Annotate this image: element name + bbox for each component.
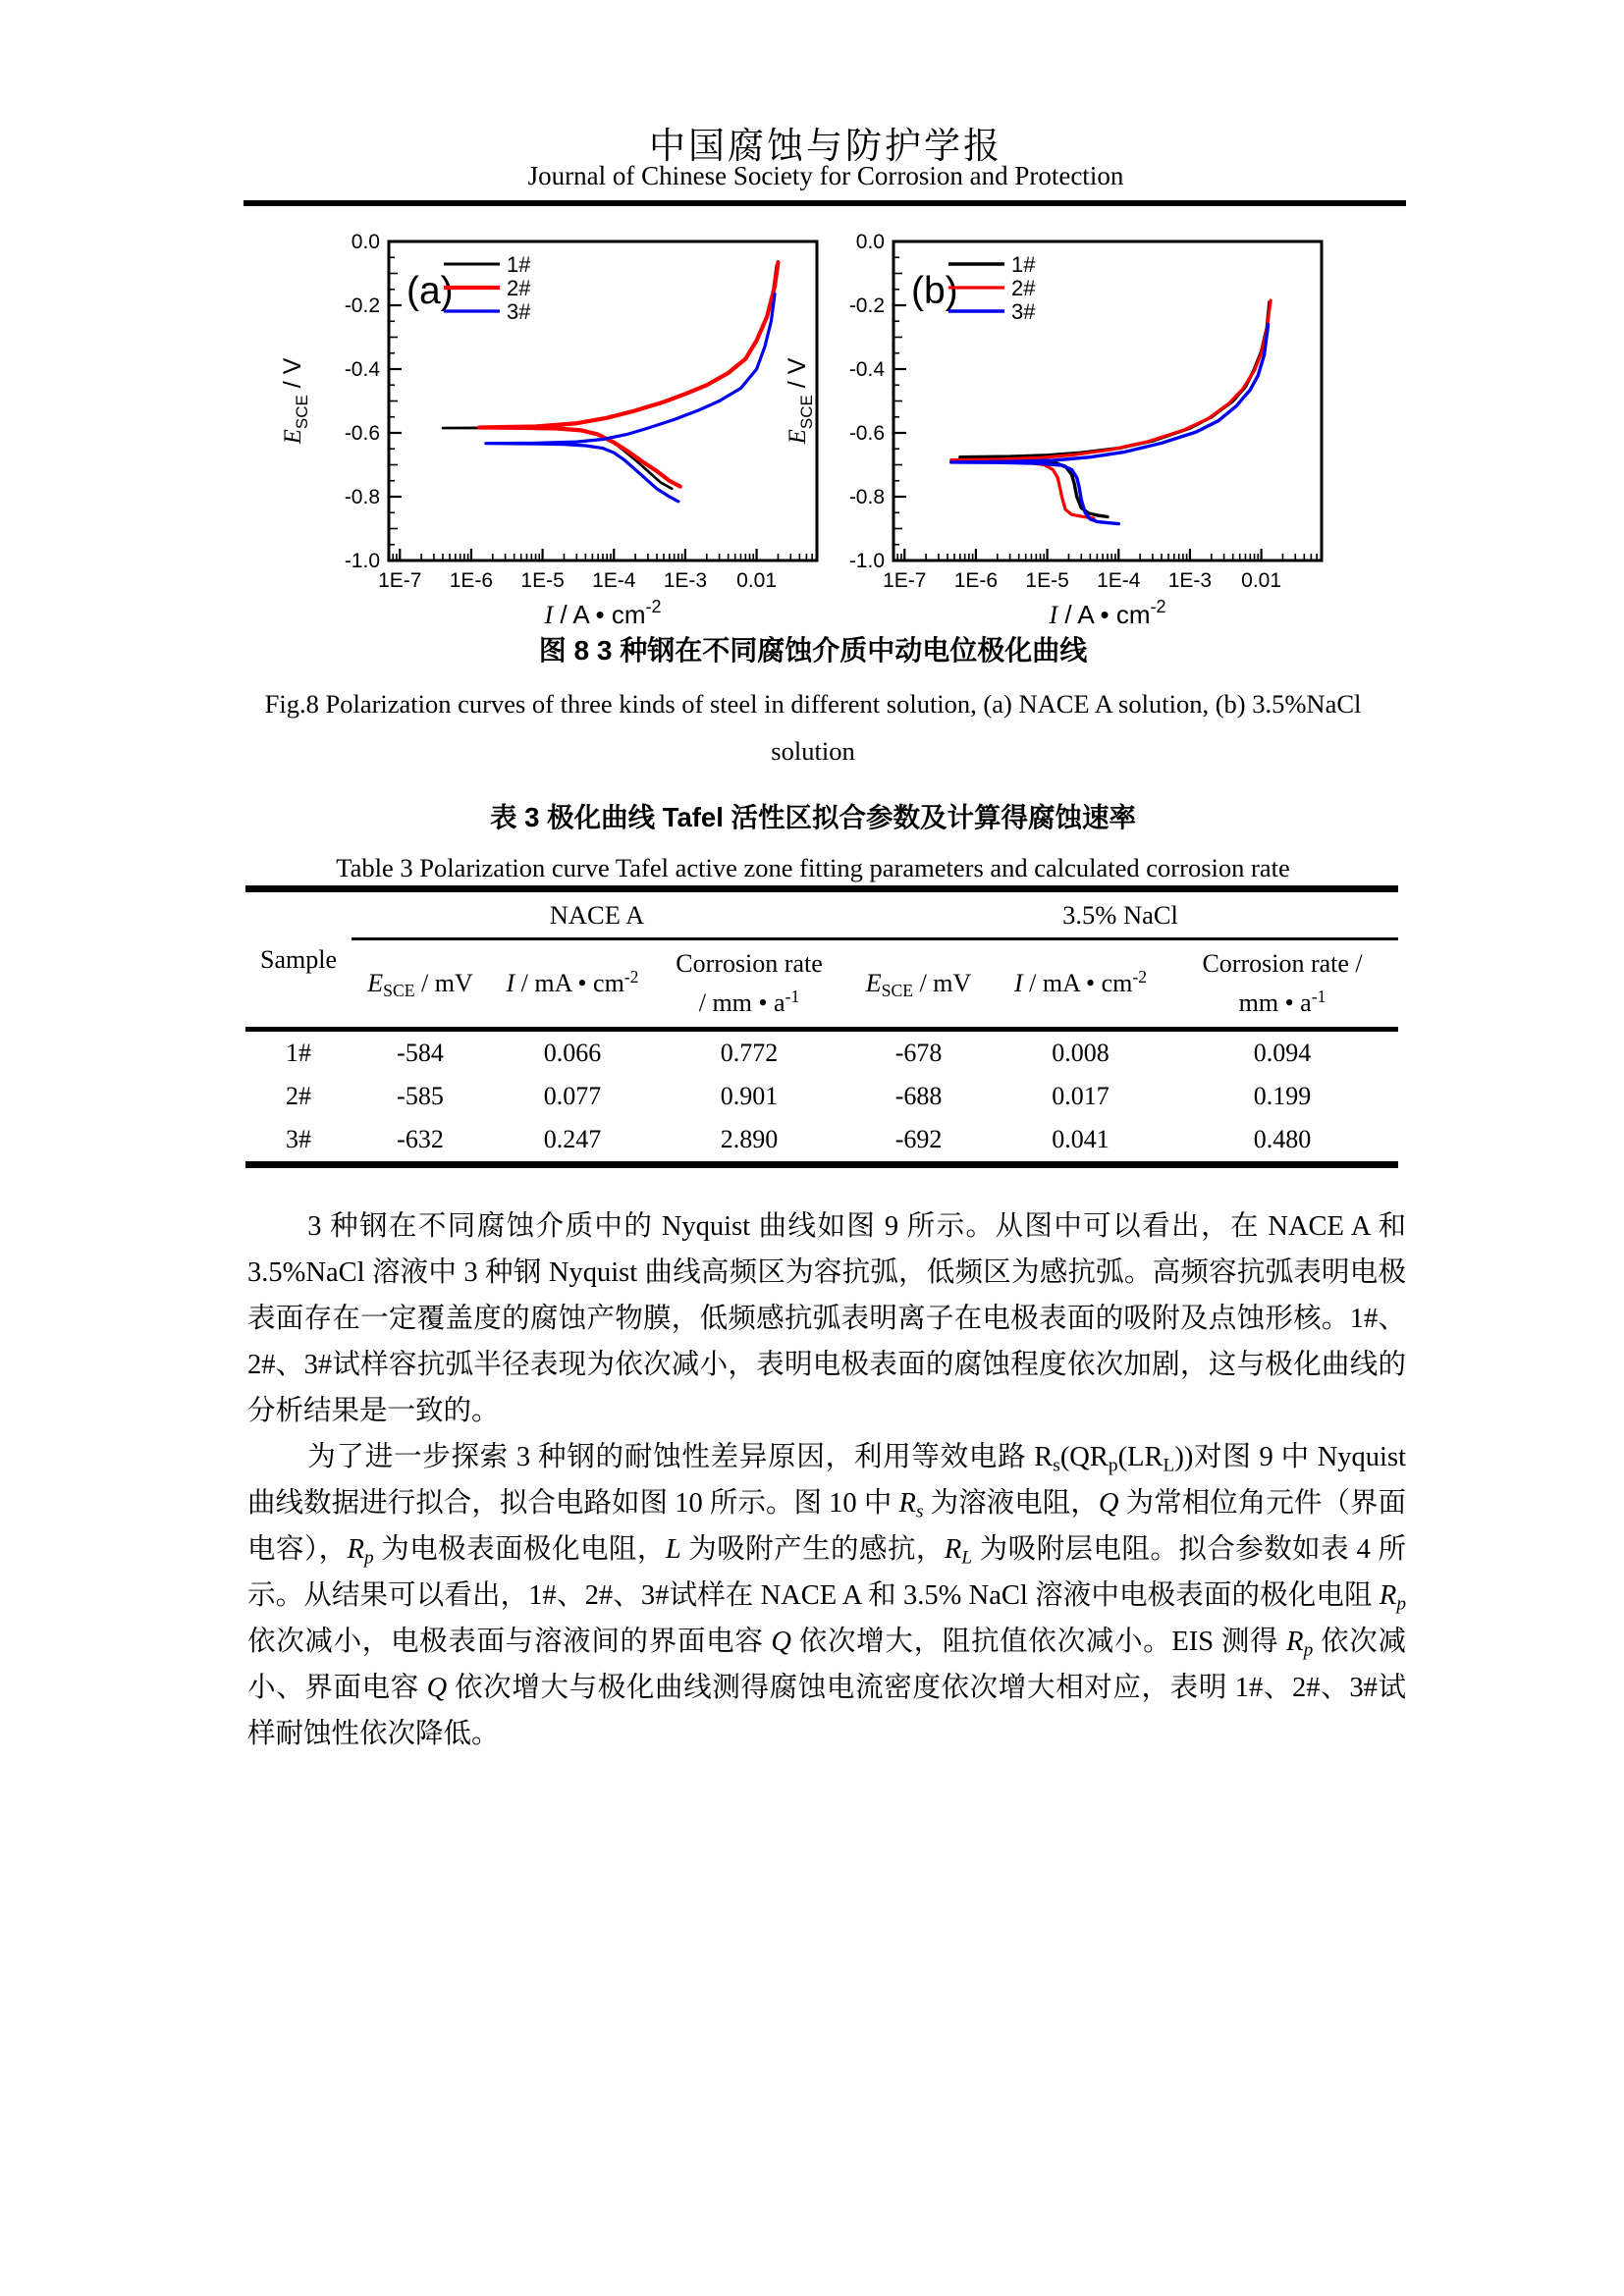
- series-curve-1#: [443, 265, 777, 489]
- table-title-zh: 表 3 极化曲线 Tafel 活性区拟合参数及计算得腐蚀速率: [490, 802, 1136, 832]
- cell-nacl-rate: 0.480: [1253, 1125, 1312, 1153]
- x-tick-label: 1E-3: [663, 569, 708, 592]
- table-column-header-row: [245, 939, 1398, 1030]
- table-row: [245, 1030, 1398, 1076]
- column-header-esce-nacl: $E_{SCE}$ / mV: [842, 939, 995, 1030]
- legend-label: 1#: [507, 252, 531, 277]
- column-header-rate-nace: Corrosion rate / mm • $a^{-1}$: [656, 939, 842, 1030]
- table-title: [233, 801, 1393, 882]
- y-tick-label: -0.8: [848, 486, 885, 508]
- x-tick-label: 0.01: [1241, 569, 1282, 592]
- y-tick-label: 0.0: [351, 231, 380, 253]
- cell-nacl-esce: -688: [894, 1082, 943, 1110]
- x-axis-label: I / A • $cm^{-2}$: [1049, 597, 1166, 629]
- cell-nace-esce: -584: [397, 1039, 444, 1067]
- cell-nacl-current: 0.041: [1052, 1125, 1110, 1153]
- cell-nacl-rate: 0.094: [1253, 1039, 1312, 1067]
- column-header-sample: Sample: [245, 889, 352, 1030]
- header-rule: [244, 200, 1406, 206]
- panel-label: (a): [406, 270, 454, 312]
- paragraph-nyquist-analysis: 3 种钢在不同腐蚀介质中的 Nyquist 曲线如图 9 所示。从图中可以看出，在 NACE A 和 3.5%NaCl 溶液中 3 种钢 Nyquist 曲线高频区为容抗弧，低频区为感抗弧。高频容抗弧表明电极表面存在一定覆盖度的腐蚀产物膜，低频感抗弧表明离子在电极表面的吸附及点蚀形核。1#、2#、3#试样容抗弧半径表现为依次减小，表明电极表面的腐蚀程度依次加剧，这与极化曲线的分析结果是一致的。: [247, 1211, 1406, 1426]
- cell-nace-current: 0.077: [543, 1082, 602, 1110]
- x-tick-label: 1E-3: [1167, 569, 1213, 592]
- x-tick-label: 1E-5: [1025, 569, 1069, 592]
- column-header-current-nacl: I / mA • $cm^{-2}$: [995, 939, 1166, 1030]
- column-header-current-nace: I / mA • $cm^{-2}$: [489, 939, 656, 1030]
- table-row: [245, 1118, 1398, 1165]
- x-tick-label: 1E-6: [953, 569, 999, 592]
- x-tick-label: 1E-4: [592, 569, 636, 592]
- series-curve-3#: [486, 294, 775, 502]
- cell-nace-current: 0.247: [543, 1125, 602, 1153]
- cell-nace-current: 0.066: [543, 1039, 602, 1067]
- cell-nacl-esce: -692: [894, 1125, 943, 1153]
- journal-title-en: Journal of Chinese Society for Corrosion and Protection: [527, 161, 1124, 190]
- cell-sample: 3#: [286, 1125, 311, 1153]
- series-curve-3#: [951, 325, 1269, 524]
- legend-label: 3#: [1011, 299, 1036, 324]
- figure-caption-en-line1: Fig.8 Polarization curves of three kinds of steel in different solution, (a) NACE A solution, (b) 3.5%NaCl: [264, 689, 1362, 719]
- cell-nacl-current: 0.017: [1052, 1082, 1110, 1110]
- table-row: [245, 1075, 1398, 1118]
- group-header-nace-a: NACE A: [352, 889, 842, 939]
- x-tick-label: 1E-6: [449, 569, 494, 592]
- y-tick-label: -1.0: [848, 550, 885, 572]
- x-tick-label: 1E-7: [883, 569, 927, 592]
- cell-nace-esce: -632: [397, 1125, 444, 1153]
- y-tick-label: -0.6: [344, 422, 380, 445]
- cell-nace-rate: 0.772: [720, 1039, 779, 1067]
- cell-nace-rate: 2.890: [720, 1125, 779, 1153]
- table-title-en: Table 3 Polarization curve Tafel active zone fitting parameters and calculated corrosion rate: [336, 853, 1290, 882]
- legend-label: 2#: [507, 276, 531, 300]
- cell-nacl-current: 0.008: [1052, 1039, 1110, 1067]
- journal-title-zh: 中国腐蚀与防护学报: [649, 127, 1002, 167]
- y-tick-label: -0.2: [848, 294, 885, 317]
- x-tick-label: 1E-5: [520, 569, 565, 592]
- legend-label: 2#: [1011, 276, 1036, 300]
- table-group-header-row: [245, 889, 1398, 939]
- y-tick-label: 0.0: [855, 231, 885, 253]
- cell-nacl-rate: 0.199: [1253, 1082, 1312, 1110]
- body-text: [247, 1203, 1406, 1757]
- y-tick-label: -1.0: [344, 550, 380, 572]
- polarization-chart-a: [261, 212, 850, 634]
- polarization-chart-b: [766, 212, 1355, 634]
- x-axis-label: I / A • $cm^{-2}$: [544, 597, 662, 629]
- x-tick-label: 1E-7: [378, 569, 422, 592]
- series-curve-2#: [951, 300, 1271, 518]
- y-axis-label: $E_{SCE}$ / V: [279, 357, 311, 445]
- y-tick-label: -0.4: [344, 358, 380, 381]
- cell-nace-rate: 0.901: [720, 1082, 779, 1110]
- group-header-nacl: 3.5% NaCl: [842, 889, 1398, 939]
- figure-caption: [233, 634, 1393, 766]
- parameters-table: [245, 885, 1398, 1168]
- cell-sample: 2#: [286, 1082, 311, 1110]
- column-header-rate-nacl: Corrosion rate / mm • $a^{-1}$: [1166, 939, 1398, 1030]
- figure-caption-zh: 图 8 3 种钢在不同腐蚀介质中动电位极化曲线: [538, 635, 1088, 666]
- y-tick-label: -0.2: [344, 294, 380, 317]
- cell-nacl-esce: -678: [894, 1039, 943, 1067]
- x-tick-label: 0.01: [736, 569, 778, 592]
- legend-label: 3#: [507, 299, 531, 324]
- y-tick-label: -0.6: [848, 422, 885, 445]
- cell-sample: 1#: [286, 1039, 311, 1067]
- legend-label: 1#: [1011, 252, 1036, 277]
- column-header-esce-nace: $E_{SCE}$ / mV: [352, 939, 489, 1030]
- figure-caption-en-line2: solution: [771, 736, 855, 766]
- parameters-table-wrapper: [245, 885, 1398, 1168]
- panel-label: (b): [911, 270, 958, 312]
- paragraph-equivalent-circuit: 为了进一步探索 3 种钢的耐蚀性差异原因，利用等效电路 $R_s(QR_p(LR_L))$对图 9 中 Nyquist 曲线数据进行拟合，拟合电路如图 10 所示。图 10 中 $R_s$ 为溶液电阻，Q 为常相位角元件（界面电容），$R_p$ 为电极表面极化电阻，L 为吸附产生的感抗，$R_L$ 为吸附层电阻。拟合参数如表 4 所示。从结果可以看出，1#、2#、3#试样在 NACE A 和 3.5% NaCl 溶液中电极表面的极化电阻 $R_p$ 依次减小，电极表面与溶液间的界面电容 Q 依次增大，阻抗值依次减小。EIS 测得 $R_p$ 依次减小、界面电容 Q 依次增大与极化曲线测得腐蚀电流密度依次增大相对应，表明 1#、2#、3#试样耐蚀性依次降低。: [247, 1442, 1406, 1749]
- y-tick-label: -0.8: [344, 486, 380, 508]
- x-tick-label: 1E-4: [1097, 569, 1141, 592]
- y-axis-label: $E_{SCE}$ / V: [784, 357, 816, 445]
- y-tick-label: -0.4: [848, 358, 885, 381]
- cell-nace-esce: -585: [397, 1082, 444, 1110]
